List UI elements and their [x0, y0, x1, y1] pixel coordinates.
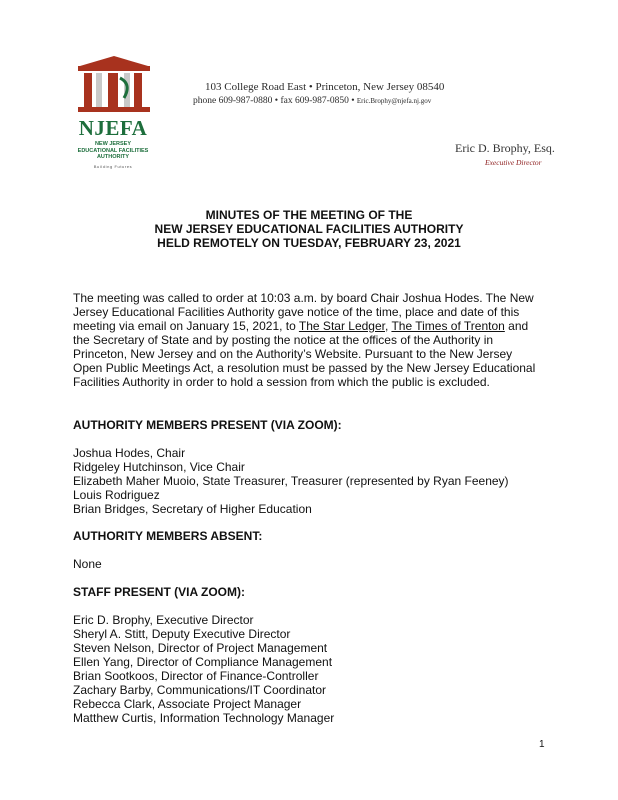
paragraph-line: Princeton, New Jersey and on the Authority’s Website. Pursuant to the New Jersey [73, 347, 513, 361]
list-item: Steven Nelson, Director of Project Management [73, 641, 328, 655]
paragraph-line: The meeting was called to order at 10:03 a.m. by board Chair Joshua Hodes. The New [73, 291, 534, 305]
document-title [0, 208, 618, 250]
title-line: NEW JERSEY EDUCATIONAL FACILITIES AUTHORITY [154, 222, 464, 236]
logo-tagline: Building Futures [93, 164, 133, 169]
paragraph-line: the Secretary of State and by posting the notice at the offices of the Authority in [73, 333, 494, 347]
list-item: Matthew Curtis, Information Technology Manager [73, 711, 335, 725]
paragraph-line: Jersey Educational Facilities Authority gave notice of the time, place and date of this [73, 305, 520, 319]
page-number: 1 [539, 739, 545, 750]
building-columns-icon [74, 54, 154, 116]
list-item: Zachary Barby, Communications/IT Coordinator [73, 683, 326, 697]
members-absent-heading: AUTHORITY MEMBERS ABSENT: [73, 529, 263, 543]
paragraph-line: Facilities Authority in order to hold a session from which the public is excluded. [73, 375, 490, 389]
list-item: Sheryl A. Stitt, Deputy Executive Director [73, 627, 291, 641]
signer-name: Eric D. Brophy, Esq. [455, 141, 555, 155]
newspaper-times-of-trenton: The Times of Trenton [391, 319, 505, 333]
members-present-heading: AUTHORITY MEMBERS PRESENT (VIA ZOOM): [73, 418, 342, 432]
intro-paragraph [73, 291, 553, 389]
staff-present-list [73, 613, 334, 725]
list-item: Joshua Hodes, Chair [73, 446, 186, 460]
list-item: None [73, 557, 102, 571]
njefa-logo [74, 54, 154, 172]
paragraph-text: and [504, 319, 529, 333]
paragraph-text: , [384, 319, 392, 333]
newspaper-star-ledger: The Star Ledger [298, 319, 385, 333]
list-item: Brian Sootkoos, Director of Finance-Controller [73, 669, 319, 683]
letterhead-address: 103 College Road East • Princeton, New Jersey 08540 [205, 81, 445, 93]
list-item: Rebecca Clark, Associate Project Manager [73, 697, 302, 711]
signer-title: Executive Director [485, 158, 542, 167]
letterhead-contact [193, 96, 431, 106]
list-item: Brian Bridges, Secretary of Higher Education [73, 502, 312, 516]
members-present-list [73, 446, 509, 516]
list-item: Louis Rodriguez [73, 488, 160, 502]
members-absent-list [73, 557, 102, 571]
letterhead-email: Eric.Brophy@njefa.nj.gov [356, 97, 432, 105]
title-line: HELD REMOTELY ON TUESDAY, FEBRUARY 23, 2021 [157, 236, 461, 250]
list-item: Ellen Yang, Director of Compliance Management [73, 655, 333, 669]
logo-full-name: NEW JERSEY EDUCATIONAL FACILITIES AUTHORITY [77, 141, 149, 160]
staff-present-heading: STAFF PRESENT (VIA ZOOM): [73, 585, 245, 599]
letterhead-phone: phone 609-987-0880 • fax 609-987-0850 • [193, 96, 355, 106]
list-item: Elizabeth Maher Muoio, State Treasurer, Treasurer (represented by Ryan Feeney) [73, 474, 509, 488]
list-item: Ridgeley Hutchinson, Vice Chair [73, 460, 245, 474]
title-line: MINUTES OF THE MEETING OF THE [205, 208, 413, 222]
paragraph-text: meeting via email on January 15, 2021, to [73, 319, 299, 333]
list-item: Eric D. Brophy, Executive Director [73, 613, 254, 627]
logo-wordmark: NJEFA [78, 116, 148, 140]
paragraph-line [73, 319, 553, 333]
paragraph-line: Open Public Meetings Act, a resolution must be passed by the New Jersey Educational [73, 361, 536, 375]
